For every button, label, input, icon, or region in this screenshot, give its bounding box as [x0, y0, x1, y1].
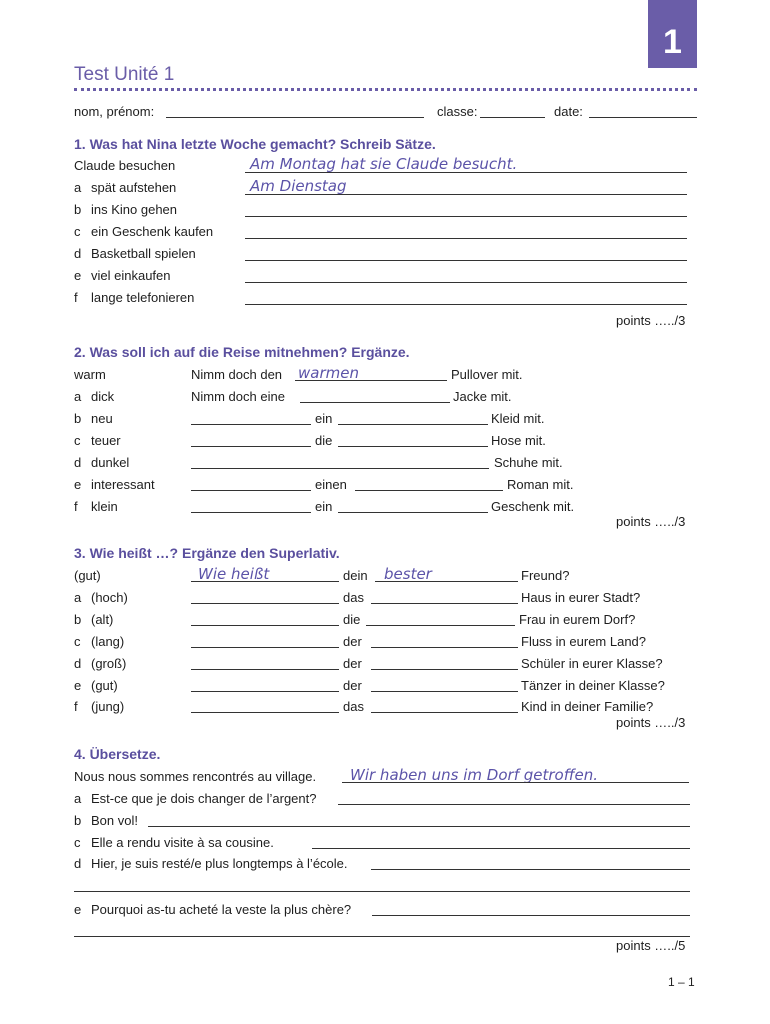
- s4-answer-line[interactable]: [148, 826, 690, 827]
- s1-letter: f: [74, 290, 78, 305]
- s2-post: Kleid mit.: [491, 411, 545, 426]
- s1-letter: b: [74, 202, 82, 217]
- s2-post: Jacke mit.: [453, 389, 512, 404]
- s2-post: Hose mit.: [491, 433, 546, 448]
- s3-article: das: [343, 590, 364, 605]
- section-3-heading: 3. Wie heißt …? Ergänze den Superlativ.: [74, 545, 340, 561]
- s3-article: der: [343, 656, 362, 671]
- s1-prompt: ins Kino gehen: [91, 202, 178, 217]
- s1-answer-a: Am Dienstag: [250, 177, 347, 195]
- s4-prompt: Est-ce que je dois changer de l’argent?: [91, 791, 317, 806]
- s3-answer-line-2[interactable]: [371, 603, 518, 604]
- s2-adj: teuer: [91, 433, 121, 448]
- s2-article: die: [315, 433, 333, 448]
- s2-adj: interessant: [91, 477, 155, 492]
- class-label: classe:: [437, 104, 478, 119]
- s2-post: Roman mit.: [507, 477, 574, 492]
- date-field[interactable]: [589, 117, 697, 118]
- s4-example-line: [342, 782, 689, 783]
- s3-answer-line-2[interactable]: [371, 647, 518, 648]
- s3-letter: a: [74, 590, 82, 605]
- s2-answer-line-1[interactable]: [191, 424, 311, 425]
- s3-letter: f: [74, 699, 78, 714]
- s4-answer-line[interactable]: [338, 804, 690, 805]
- s2-adj: klein: [91, 499, 118, 514]
- s3-post: Haus in eurer Stadt?: [521, 590, 641, 605]
- s2-letter: b: [74, 411, 82, 426]
- s3-answer-line-2[interactable]: [371, 712, 518, 713]
- s2-answer-line-1[interactable]: [191, 512, 311, 513]
- s1-prompt: lange telefonieren: [91, 290, 195, 305]
- s3-adj: (lang): [91, 634, 125, 649]
- s4-answer-line[interactable]: [372, 915, 690, 916]
- s3-adj: (gut): [91, 678, 118, 693]
- s4-answer-line[interactable]: [371, 869, 690, 870]
- s3-adj: (alt): [91, 612, 114, 627]
- s1-answer-line[interactable]: [245, 304, 687, 305]
- s3-answer-line-1[interactable]: [191, 712, 339, 713]
- s1-example-prompt: Claude besuchen: [74, 158, 176, 173]
- s2-article: einen: [315, 477, 347, 492]
- s1-points: points …../3: [616, 313, 686, 328]
- s3-post: Schüler in eurer Klasse?: [521, 656, 663, 671]
- s1-answer-line[interactable]: [245, 238, 687, 239]
- s3-example-post: Freund?: [521, 568, 570, 583]
- s3-example-line-1: [191, 581, 339, 582]
- page-number: 1 – 1: [668, 975, 695, 989]
- s4-letter: a: [74, 791, 82, 806]
- s3-adj: (jung): [91, 699, 125, 714]
- s3-letter: b: [74, 612, 82, 627]
- s4-letter: b: [74, 813, 82, 828]
- s1-prompt: ein Geschenk kaufen: [91, 224, 214, 239]
- s4-prompt: Pourquoi as-tu acheté la veste la plus chère?: [91, 902, 352, 917]
- s3-example-line-2: [375, 581, 518, 582]
- s4-prompt: Bon vol!: [91, 813, 138, 828]
- s3-answer-line-1[interactable]: [191, 603, 339, 604]
- s2-adj: dunkel: [91, 455, 130, 470]
- s1-letter: e: [74, 268, 82, 283]
- s1-answer-line[interactable]: [245, 216, 687, 217]
- s4-letter: d: [74, 856, 82, 871]
- s1-answer-line[interactable]: [245, 194, 687, 195]
- s4-prompt: Hier, je suis resté/e plus longtemps à l’école.: [91, 856, 348, 871]
- s2-article: ein: [315, 499, 333, 514]
- s2-letter: a: [74, 389, 82, 404]
- s3-adj: (groß): [91, 656, 127, 671]
- section-2-heading: 2. Was soll ich auf die Reise mitnehmen? Ergänze.: [74, 344, 410, 360]
- s1-prompt: viel einkaufen: [91, 268, 171, 283]
- section-1-heading: 1. Was hat Nina letzte Woche gemacht? Schreib Sätze.: [74, 136, 436, 152]
- s2-answer-line-2[interactable]: [338, 512, 488, 513]
- s3-adj: (gut): [74, 568, 101, 583]
- class-field[interactable]: [480, 117, 545, 118]
- s2-adj: dick: [91, 389, 115, 404]
- s3-article: der: [343, 634, 362, 649]
- name-field[interactable]: [166, 117, 424, 118]
- s4-example-prompt: Nous nous sommes rencontrés au village.: [74, 769, 317, 784]
- s2-post: Geschenk mit.: [491, 499, 575, 514]
- s2-example-line: [295, 380, 447, 381]
- s2-post: Schuhe mit.: [494, 455, 563, 470]
- s4-letter: c: [74, 835, 81, 850]
- s1-example-answer: Am Montag hat sie Claude besucht.: [250, 155, 518, 173]
- s3-adj: (hoch): [91, 590, 128, 605]
- s4-answer-line[interactable]: [312, 848, 690, 849]
- s2-example-pre: Nimm doch den: [191, 367, 283, 382]
- s4-answer-line-continued[interactable]: [74, 936, 690, 937]
- unit-number-tab: 1: [648, 0, 697, 68]
- s2-answer-line[interactable]: [191, 468, 489, 469]
- s4-prompt: Elle a rendu visite à sa cousine.: [91, 835, 274, 850]
- s4-answer-line-continued[interactable]: [74, 891, 690, 892]
- s3-letter: d: [74, 656, 82, 671]
- s2-answer-line-1[interactable]: [191, 446, 311, 447]
- s3-post: Frau in eurem Dorf?: [519, 612, 636, 627]
- s3-answer-line-1[interactable]: [191, 669, 339, 670]
- s2-example-post: Pullover mit.: [451, 367, 523, 382]
- s2-answer-line-2[interactable]: [355, 490, 503, 491]
- s2-answer-line[interactable]: [300, 402, 450, 403]
- s3-post: Tänzer in deiner Klasse?: [521, 678, 665, 693]
- s1-prompt: Basketball spielen: [91, 246, 196, 261]
- date-label: date:: [554, 104, 583, 119]
- title-divider: [74, 88, 697, 91]
- s2-letter: f: [74, 499, 78, 514]
- s3-points: points …../3: [616, 715, 686, 730]
- s3-letter: e: [74, 678, 82, 693]
- s2-article: ein: [315, 411, 333, 426]
- section-4-heading: 4. Übersetze.: [74, 746, 161, 762]
- s2-adj: neu: [91, 411, 113, 426]
- s2-answer-line-2[interactable]: [338, 424, 488, 425]
- s3-answer-line-2[interactable]: [371, 669, 518, 670]
- s3-answer-line-2[interactable]: [371, 691, 518, 692]
- page-title: Test Unité 1: [74, 64, 175, 85]
- s3-post: Fluss in eurem Land?: [521, 634, 647, 649]
- s3-example-mid: dein: [343, 568, 368, 583]
- s1-letter: c: [74, 224, 81, 239]
- s2-points: points …../3: [616, 514, 686, 529]
- s1-example-line: [245, 172, 687, 173]
- s2-letter: c: [74, 433, 81, 448]
- s1-letter: a: [74, 180, 82, 195]
- s3-answer-line-1[interactable]: [191, 625, 339, 626]
- s3-answer-line-2[interactable]: [366, 625, 515, 626]
- s3-letter: c: [74, 634, 81, 649]
- s2-adj: warm: [74, 367, 106, 382]
- s3-article: das: [343, 699, 364, 714]
- s2-letter: e: [74, 477, 82, 492]
- s4-letter: e: [74, 902, 82, 917]
- s1-answer-line[interactable]: [245, 282, 687, 283]
- s2-letter: d: [74, 455, 82, 470]
- s3-example-answer-2: bester: [384, 565, 432, 583]
- s3-article: der: [343, 678, 362, 693]
- s3-article: die: [343, 612, 361, 627]
- s3-example-answer-1: Wie heißt: [198, 565, 270, 583]
- s4-example-answer: Wir haben uns im Dorf getroffen.: [350, 766, 599, 784]
- s3-answer-line-1[interactable]: [191, 647, 339, 648]
- name-label: nom, prénom:: [74, 104, 155, 119]
- s4-points: points …../5: [616, 938, 686, 953]
- s1-letter: d: [74, 246, 82, 261]
- s2-answer-line-2[interactable]: [338, 446, 488, 447]
- s2-pre: Nimm doch eine: [191, 389, 285, 404]
- s1-answer-line[interactable]: [245, 260, 687, 261]
- s2-answer-line-1[interactable]: [191, 490, 311, 491]
- s3-post: Kind in deiner Familie?: [521, 699, 654, 714]
- s3-answer-line-1[interactable]: [191, 691, 339, 692]
- s2-example-answer: warmen: [298, 364, 359, 382]
- s1-prompt: spät aufstehen: [91, 180, 177, 195]
